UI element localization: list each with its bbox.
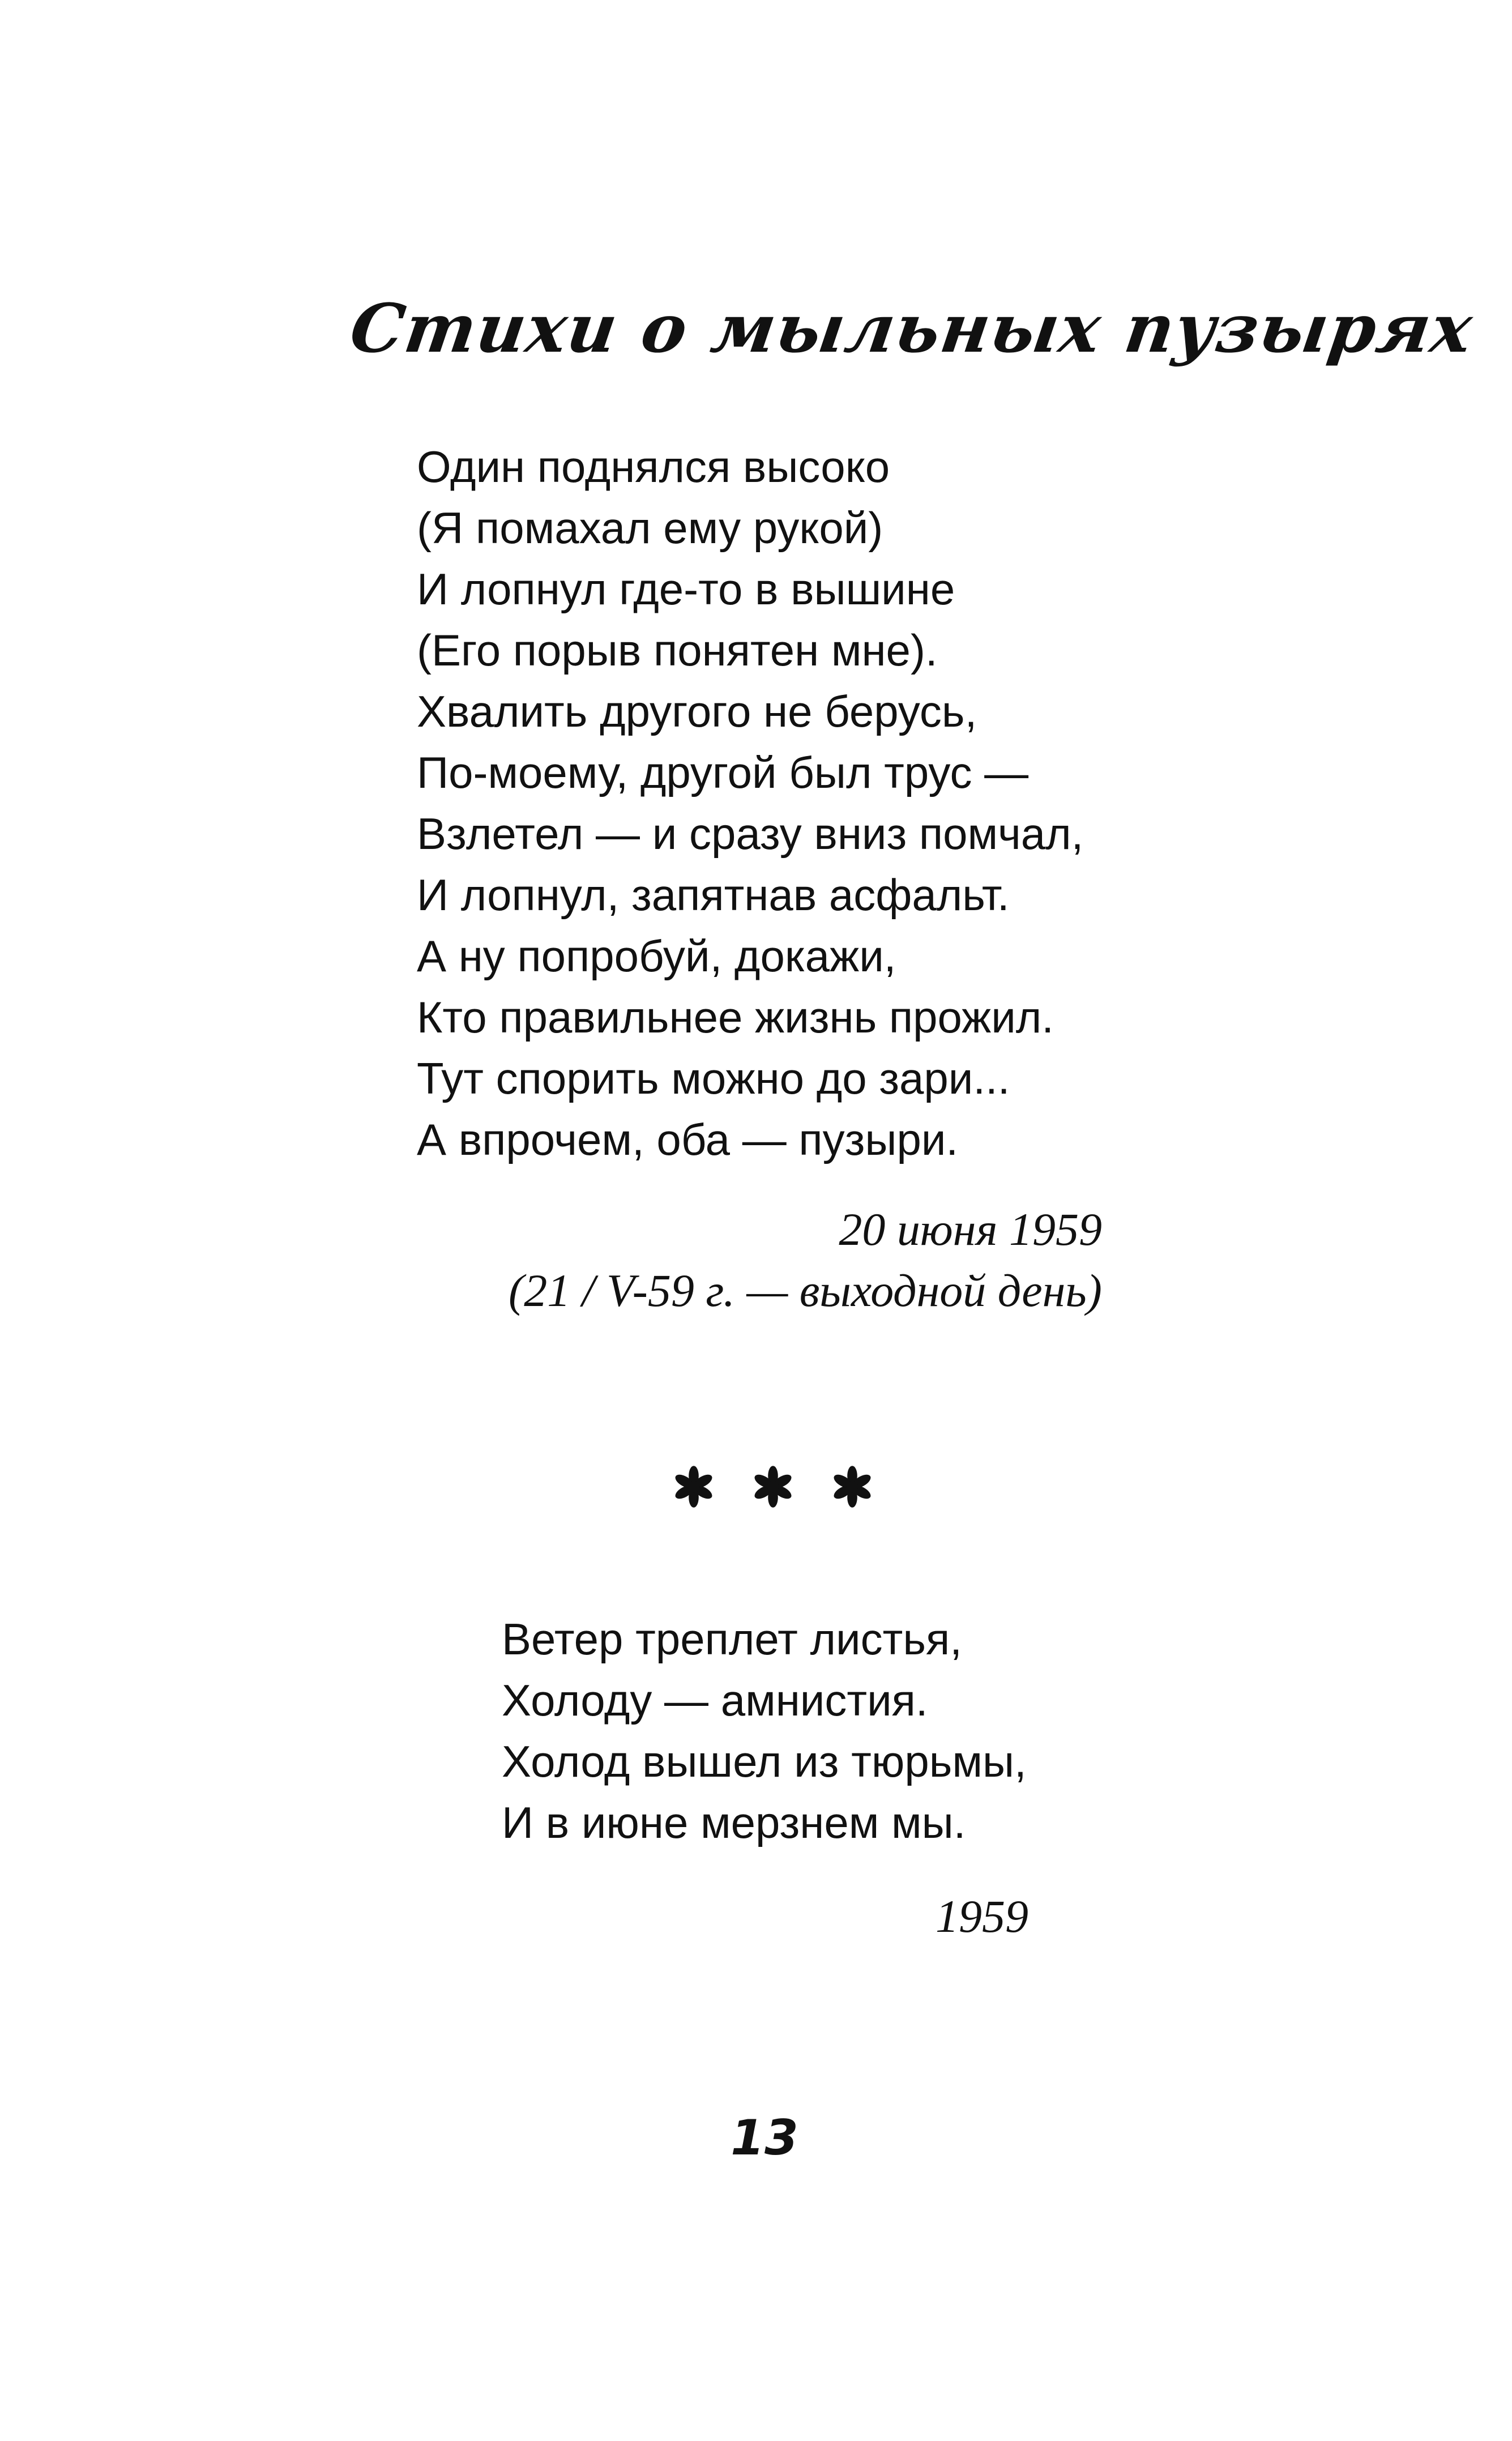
poem-line: Ветер треплет листья, bbox=[502, 1614, 962, 1664]
poem-line: (Я помахал ему рукой) bbox=[417, 503, 883, 553]
poem-2 bbox=[502, 1608, 1027, 1853]
poem-line: А впрочем, оба — пузыри. bbox=[417, 1115, 959, 1164]
poem-1-date-note: (21 / V-59 г. — выходной день) bbox=[508, 1265, 1102, 1316]
poem-line: Холод вышел из тюрьмы, bbox=[502, 1736, 1027, 1786]
poem-line: Тут спорить можно до зари... bbox=[417, 1053, 1010, 1103]
poem-line: И лопнул где-то в вышине bbox=[417, 564, 955, 614]
poem-line: Кто правильнее жизнь прожил. bbox=[417, 992, 1054, 1042]
poem-1 bbox=[417, 436, 1083, 1170]
poem-line: А ну попробуй, докажи, bbox=[417, 931, 896, 981]
poem-line: По-моему, другой был трус — bbox=[417, 748, 1029, 797]
asterism-icon bbox=[750, 1464, 796, 1509]
poem-line: Один поднялся высоко bbox=[417, 442, 890, 492]
section-separator bbox=[671, 1461, 875, 1512]
poem-line: Взлетел — и сразу вниз помчал, bbox=[417, 809, 1084, 859]
poem-line: И в июне мерзнем мы. bbox=[502, 1798, 966, 1847]
poem-line: Хвалить другого не берусь, bbox=[417, 686, 977, 736]
poem-line: Холоду — амнистия. bbox=[502, 1675, 928, 1725]
page-number: 13 bbox=[731, 2110, 798, 2166]
poem-line: (Его порыв понятен мне). bbox=[417, 625, 938, 675]
asterism-icon bbox=[671, 1464, 716, 1509]
poem-1-date: 20 июня 1959 bbox=[839, 1204, 1102, 1255]
asterism-icon bbox=[830, 1464, 875, 1509]
poem-line: И лопнул, запятнав асфальт. bbox=[417, 870, 1010, 920]
poem-title: Стихи о мыльных пузырях bbox=[345, 289, 1478, 368]
poem-2-date: 1959 bbox=[936, 1891, 1028, 1942]
